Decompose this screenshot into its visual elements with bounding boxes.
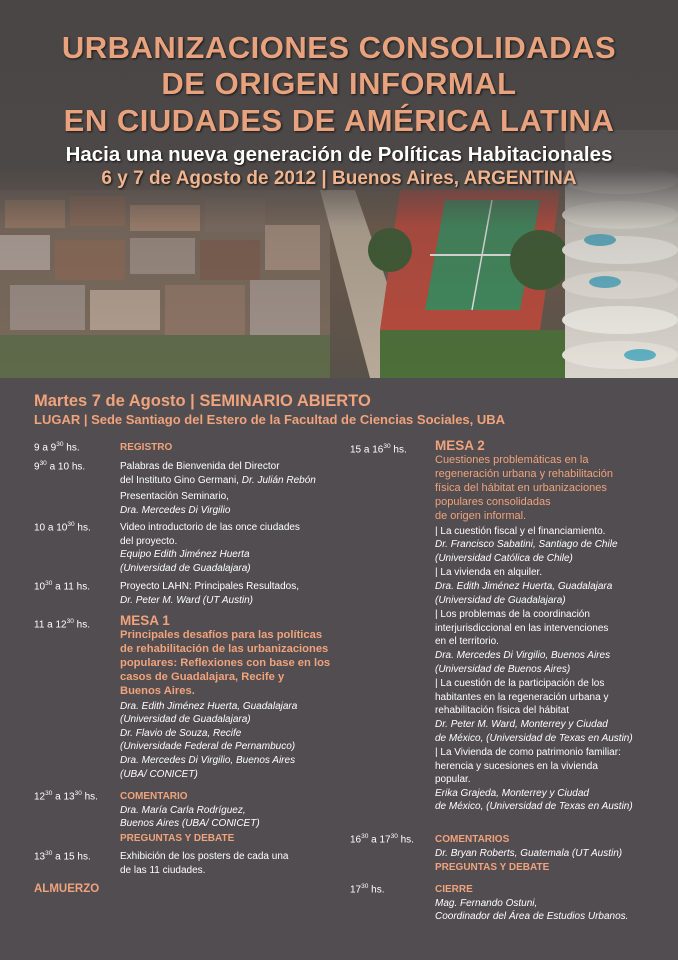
item-cierre: CIERRE Mag. Fernando Ostuni, Coordinador del Área de Estudios Urbanos. bbox=[435, 884, 629, 923]
title-line-1: URBANIZACIONES CONSOLIDADAS bbox=[61, 30, 617, 65]
time-registro: 9 a $9^{30}$ hs. bbox=[34, 441, 80, 454]
item-comentarios: COMENTARIOS Dr. Bryan Roberts, Guatemala (UT Austin) PREGUNTAS Y DEBATE bbox=[435, 834, 623, 874]
item-mesa1: MESA 1 Principales desafíos para las políticas de rehabilitación de las urbanizaciones populares: Reflexiones con base en los casos de Guadalajara, Recife y Buenos Aires. Dra. Edith Jiménez Huerta, Guadalajara (Universidad de Guadalajara) Dr. Flavio de Souza, Recife (Universidade Federal de Pernambuco) Dra. Mercedes Di Virgilio, Buenos Aires (UBA/ CONICET) bbox=[120, 613, 331, 780]
item-comentario: COMENTARIO Dra. María Carla Rodríguez, Buenos Aires (UBA/ CONICET) PREGUNTAS Y DEBATE bbox=[120, 791, 260, 844]
event-date-place: 6 y 7 de Agosto de 2012 | Buenos Aires, ARGENTINA bbox=[101, 168, 577, 189]
time-mesa2: 15 a $16^{30}$ hs. bbox=[350, 443, 407, 456]
time-video: 10 a $10^{30}$ hs. bbox=[34, 521, 91, 534]
item-mesa2: MESA 2 Cuestiones problemáticas en la regeneración urbana y rehabilitación física del hábitat en urbanizaciones populares consolidadas de origen informal. | La cuestión fiscal y el financiamiento. Dr. Francisco Sabatini, Santiago de Chile (Universidad Católica de Chile) | La vivienda en alquiler. Dra. Edith Jiménez Huerta, Guadalajara (Universidad de Guadalajara) | Los problemas de la coordinación interjurisdiccional en las intervenciones en el territorio. Dra. Mercedes Di Virgilio, Buenos Aires (Universidad de Buenos Aires) | La cuestión de la participación de los habitantes en la regeneración urbana y rehabilitación física del hábitat Dr. Peter M. Ward, Monterrey y Ciudad de México, (Universidad de Texas en Austin) | La Vivienda de como patrimonio familiar: herencia y sucesiones en la vivienda popular. Erika Grajeda, Monterrey y Ciudad de México, (Universidad de Texas en Austin) bbox=[435, 438, 633, 813]
almuerzo-label: ALMUERZO bbox=[34, 883, 100, 895]
section-heading: Martes 7 de Agosto | SEMINARIO ABIERTO bbox=[34, 392, 371, 410]
item-registro: REGISTRO bbox=[120, 442, 173, 453]
item-bienvenida: Palabras de Bienvenida del Director del Instituto Gino Germani, Dr. Julián Rebón Presentación Seminario, Dra. Mercedes Di Virgilio bbox=[120, 461, 316, 516]
title-line-3: EN CIUDADES DE AMÉRICA LATINA bbox=[63, 103, 615, 138]
venue-line: LUGAR | Sede Santiago del Estero de la Facultad de Ciencias Sociales, UBA bbox=[34, 412, 506, 427]
time-comentarios: $16^{30}$ a $17^{30}$ hs. bbox=[350, 833, 414, 846]
time-mesa1: 11 a $12^{30}$ hs. bbox=[34, 618, 90, 631]
time-cierre: $17^{30}$ hs. bbox=[350, 883, 385, 896]
header-photo bbox=[0, 0, 678, 378]
time-comentario: $12^{30}$ a $13^{30}$ hs. bbox=[34, 790, 98, 803]
item-posters: Exhibición de los posters de cada una de las 11 ciudades. bbox=[120, 851, 289, 876]
item-video: Video introductorio de las once ciudades del proyecto. Equipo Edith Jiménez Huerta (Universidad de Guadalajara) bbox=[120, 522, 300, 574]
subtitle: Hacia una nueva generación de Políticas Habitacionales bbox=[65, 143, 613, 166]
title-line-2: DE ORIGEN INFORMAL bbox=[161, 66, 517, 101]
time-bienvenida: $9^{30}$ a 10 hs. bbox=[34, 460, 86, 473]
time-lahn: $10^{30}$ a 11 hs. bbox=[34, 580, 90, 593]
item-lahn: Proyecto LAHN: Principales Resultados, Dr. Peter M. Ward (UT Austin) bbox=[120, 581, 299, 606]
time-posters: $13^{30}$ a 15 hs. bbox=[34, 850, 91, 863]
